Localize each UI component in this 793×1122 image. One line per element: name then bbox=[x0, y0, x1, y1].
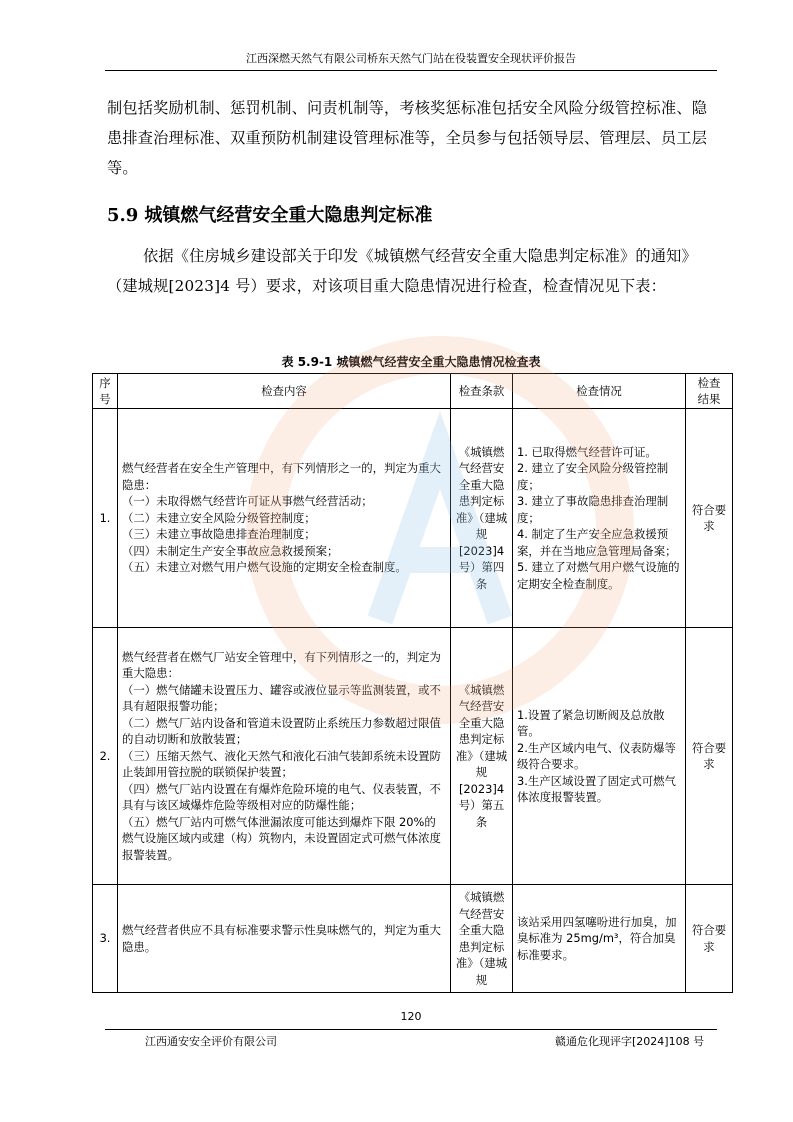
hazard-check-table bbox=[92, 373, 733, 993]
row-content: 燃气经营者在燃气厂站安全管理中，有下列情形之一的，判定为重大隐患： （一）燃气储罐未设置压力、罐容或液位显示等监测装置，或不具有超限报警功能； （二）燃气厂站内设备和管道未设置防止系统压力参数超过限值的自动切断和放散装置； （三）压缩天然气、液化天然气和液化石油气装卸系统未设置防止装卸用管拉脱的联锁保护装置； （四）燃气厂站内设置在有爆炸危险环境的电气、仪表装置，不具有与该区域爆炸危险等级相对应的防爆性能； （五）燃气厂站内可燃气体泄漏浓度可能达到爆炸下限 20%的燃气设施区域内或建（构）筑物内，未设置固定式可燃气体浓度报警装置。 bbox=[118, 628, 451, 885]
body-paragraph-2: 依据《住房城乡建设部关于印发《城镇燃气经营安全重大隐患判定标准》的通知》（建城规[2023]4 号）要求，对该项目重大隐患情况进行检查，检查情况见下表： bbox=[107, 247, 697, 295]
row-no: 3. bbox=[93, 885, 118, 993]
row-content: 燃气经营者供应不具有标准要求警示性臭味燃气的，判定为重大隐患。 bbox=[118, 885, 451, 993]
row-content: 燃气经营者在安全生产管理中，有下列情形之一的，判定为重大隐患： （一）未取得燃气经营许可证从事燃气经营活动； （二）未建立安全风险分级管控制度； （三）未建立事故隐患排查治理制度； （四）未制定生产安全事故应急救援预案； （五）未建立对燃气用户燃气设施的定期安全检查制度。 bbox=[118, 409, 451, 628]
footer-rule bbox=[105, 1029, 717, 1030]
row-clause: 《城镇燃气经营安全重大隐患判定标准》（建城规[2023]4号）第四条 bbox=[451, 409, 513, 628]
row-no: 1. bbox=[93, 409, 118, 628]
header-clause: 检查条款 bbox=[451, 374, 513, 409]
row-result: 该站采用四氢噻吩进行加臭，加臭标准为 25mg/m³，符合加臭标准要求。 bbox=[513, 885, 686, 993]
table-row bbox=[93, 885, 733, 993]
row-result: 1.设置了紧急切断阀及总放散管。 2.生产区域内电气、仪表防爆等级符合要求。 3.生产区域设置了固定式可燃气体浓度报警装置。 bbox=[513, 628, 686, 885]
row-verdict: 符合要求 bbox=[686, 409, 733, 628]
section-heading bbox=[107, 201, 438, 231]
running-header: 江西深燃天然气有限公司桥东天然气门站在役装置安全现状评价报告 bbox=[246, 52, 576, 65]
row-verdict: 符合要求 bbox=[686, 628, 733, 885]
table-row bbox=[93, 409, 733, 628]
row-result: 1. 已取得燃气经营许可证。 2. 建立了安全风险分级管控制度； 3. 建立了事故隐患排查治理制度； 4. 制定了生产安全应急救援预案，并在当地应急管理局备案； 5. 建立了对燃气用户燃气设施的定期安全检查制度。 bbox=[513, 409, 686, 628]
row-no: 2. bbox=[93, 628, 118, 885]
header-no: 序 号 bbox=[93, 374, 118, 409]
row-clause: 《城镇燃气经营安全重大隐患判定标准》（建城规 bbox=[451, 885, 513, 993]
table-row bbox=[93, 628, 733, 885]
body-paragraph-1: 制包括奖励机制、惩罚机制、问责机制等，考核奖惩标准包括安全风险分级管控标准、隐患排查治理标准、双重预防机制建设管理标准等，全员参与包括领导层、管理层、员工层等。 bbox=[107, 99, 708, 177]
section-number: 5.9 bbox=[107, 205, 139, 226]
header-verdict: 检查 结果 bbox=[686, 374, 733, 409]
header-rule bbox=[105, 70, 717, 71]
footer-doc-code: 赣通危化现评字[2024]108 号 bbox=[555, 1035, 705, 1048]
row-clause: 《城镇燃气经营安全重大隐患判定标准》（建城规[2023]4号）第五条 bbox=[451, 628, 513, 885]
table-header-row bbox=[93, 374, 733, 409]
page-number: 120 bbox=[400, 1010, 422, 1023]
header-result: 检查情况 bbox=[513, 374, 686, 409]
table-caption: 表 5.9-1 城镇燃气经营安全重大隐患情况检查表 bbox=[281, 355, 541, 369]
header-content: 检查内容 bbox=[118, 374, 451, 409]
row-verdict: 符合要求 bbox=[686, 885, 733, 993]
section-title: 城镇燃气经营安全重大隐患判定标准 bbox=[144, 205, 433, 226]
footer-company: 江西通安安全评价有限公司 bbox=[145, 1035, 277, 1048]
